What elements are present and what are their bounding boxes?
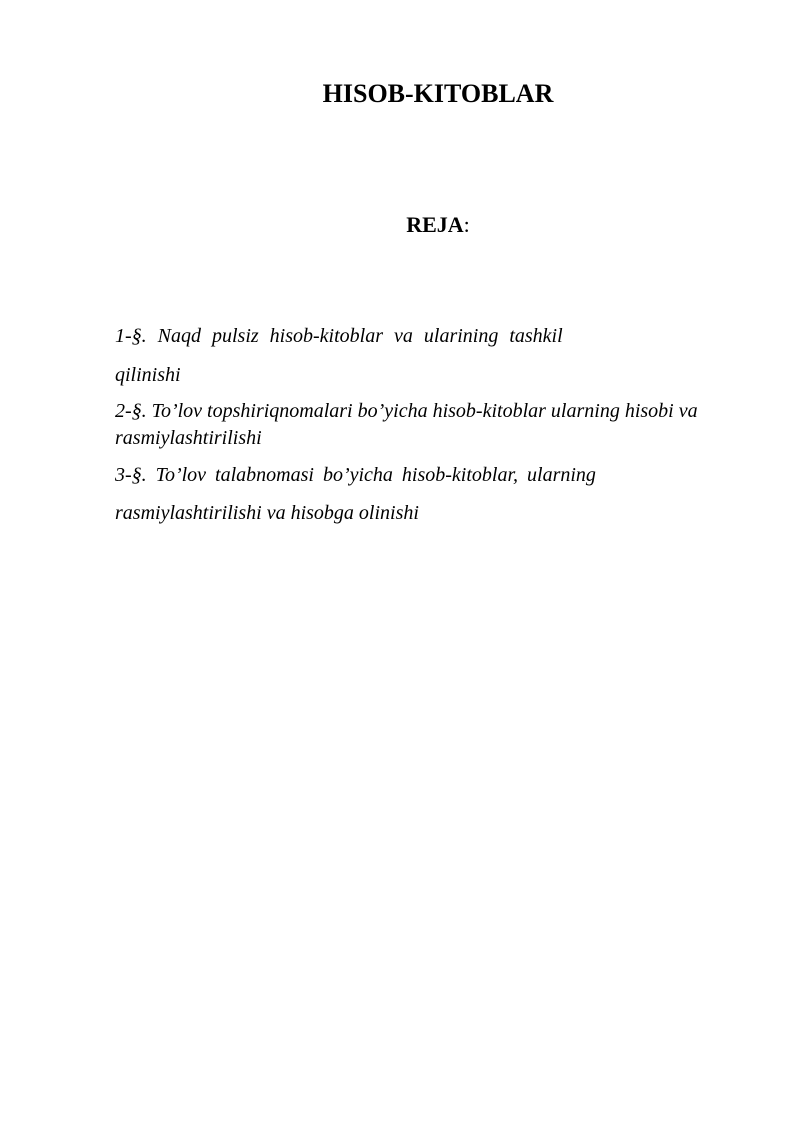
plan-heading-word: REJA bbox=[406, 212, 464, 237]
plan-item-2-line-1: 2-§. To’lov topshiriqnomalari bo’yicha hisob-kitoblar ularning hisobi va bbox=[115, 400, 698, 422]
plan-item-1-line-1: 1-§. Naqd pulsiz hisob-kitoblar va ularining tashkil bbox=[115, 325, 563, 347]
plan-item-2-line-2: rasmiylashtirilishi bbox=[115, 427, 262, 449]
plan-heading bbox=[0, 211, 800, 239]
document-title: HISOB-KITOBLAR bbox=[322, 79, 554, 108]
plan-item-1-line-2: qilinishi bbox=[115, 364, 181, 386]
plan-item-3-line-2: rasmiylashtirilishi va hisobga olinishi bbox=[115, 502, 419, 524]
plan-heading-colon: : bbox=[463, 212, 470, 237]
plan-item-3-line-1: 3-§. To’lov talabnomasi bo’yicha hisob-kitoblar, ularning bbox=[115, 464, 596, 486]
